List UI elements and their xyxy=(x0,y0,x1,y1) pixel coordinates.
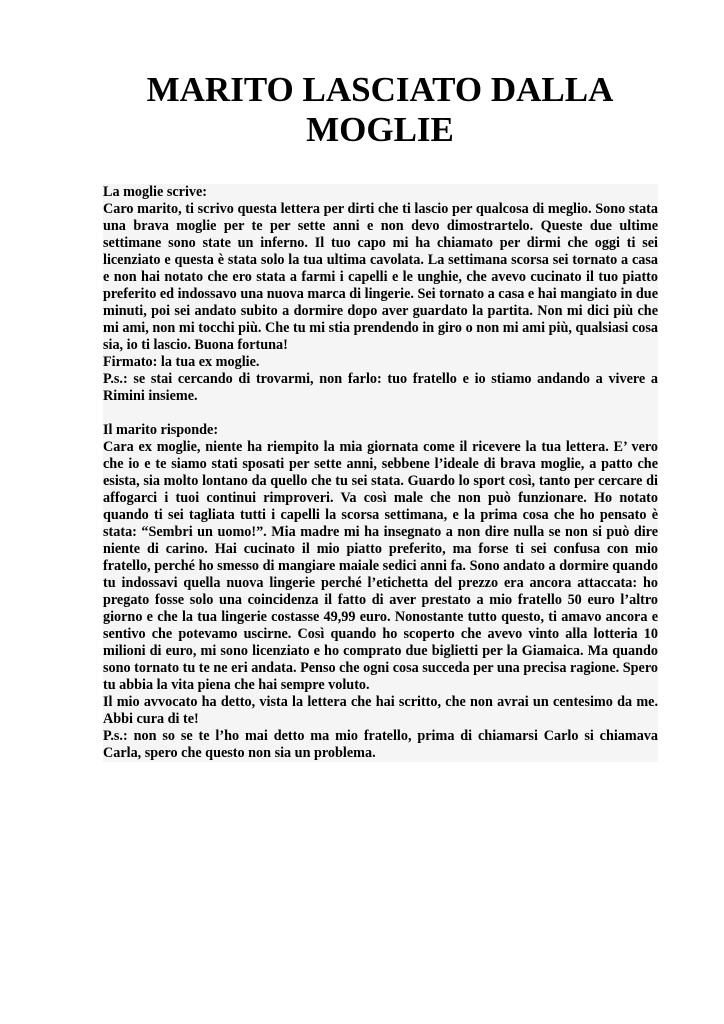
husband-reply-lawyer: Il mio avvocato ha detto, vista la lettera che hai scritto, che non avrai un centesimo da me. Abbi cura di te! xyxy=(103,694,658,727)
husband-reply-postscript: P.s.: non so se te l’ho mai detto ma mio fratello, prima di chiamarsi Carlo si chiamava Carla, spero che questo non sia un problema. xyxy=(103,728,658,761)
wife-letter-heading: La moglie scrive: xyxy=(103,184,208,200)
wife-letter-postscript: P.s.: se stai cercando di trovarmi, non farlo: tuo fratello e io stiamo andando a vivere a Rimini insieme. xyxy=(103,371,658,404)
title-line-2: MOGLIE xyxy=(306,110,454,149)
husband-reply-body: Cara ex moglie, niente ha riempito la mia giornata come il ricevere la tua lettera. E’ vero che io e te siamo stati sposati per sette anni, sebbene l’ideale di brava moglie, a patto che esista, sia molto lontano da quello che tu sei stata. Guardo lo sport così, tanto per cercare di affogarci i tuoi continui rimproveri. Va così male che non può funzionare. Ho notato quando ti sei tagliata tutti i capelli la scorsa settimana, e la prima cosa che ho pensato è stata: “Sembri un uomo!”. Mia madre mi ha insegnato a non dire nulla se non si può dire niente di carino. Hai cucinato il mio piatto preferito, ma forse ti sei confusa con mio fratello, perché ho smesso di mangiare maiale sedici anni fa. Sono andato a dormire quando tu indossavi quella nuova lingerie perché l’etichetta del prezzo era ancora attaccata: ho pregato fosse solo una coincidenza il fatto di aver prestato a mio fratello 50 euro l’altro giorno e che la tua lingerie costasse 49,99 euro. Nonostante tutto questo, ti amavo ancora e sentivo che potevamo uscirne. Così quando ho scoperto che avevo vinto alla lotteria 10 milioni di euro, mi sono licenziato e ho comprato due biglietti per la Giamaica. Ma quando sono tornato tu te ne eri andata. Penso che ogni cosa succeda per una precisa ragione. Spero tu abbia la vita piena che hai sempre voluto. xyxy=(103,439,658,693)
wife-letter-signature: Firmato: la tua ex moglie. xyxy=(103,354,260,370)
title-line-1: MARITO LASCIATO DALLA xyxy=(146,70,614,109)
document-title xyxy=(60,70,700,150)
letters-body xyxy=(103,184,658,762)
paragraph-spacer xyxy=(103,405,658,422)
wife-letter-body: Caro marito, ti scrivo questa lettera per dirti che ti lascio per qualcosa di meglio. Sono stata una brava moglie per te per sette anni e non devo dimostrartelo. Queste due ultime settimane sono state un inferno. Il tuo capo mi ha chiamato per dirmi che oggi ti sei licenziato e questa è stata solo la tua ultima cavolata. La settimana scorsa sei tornato a casa e non hai notato che ero stata a farmi i capelli e le unghie, che avevo cucinato il tuo piatto preferito ed indossavo una nuova marca di lingerie. Sei tornato a casa e hai mangiato in due minuti, poi sei andato subito a dormire dopo aver guardato la partita. Non mi dici più che mi ami, non mi tocchi più. Che tu mi stia prendendo in giro o non mi ami più, qualsiasi cosa sia, io ti lascio. Buona fortuna! xyxy=(103,201,658,353)
husband-reply-heading: Il marito risponde: xyxy=(103,422,219,438)
